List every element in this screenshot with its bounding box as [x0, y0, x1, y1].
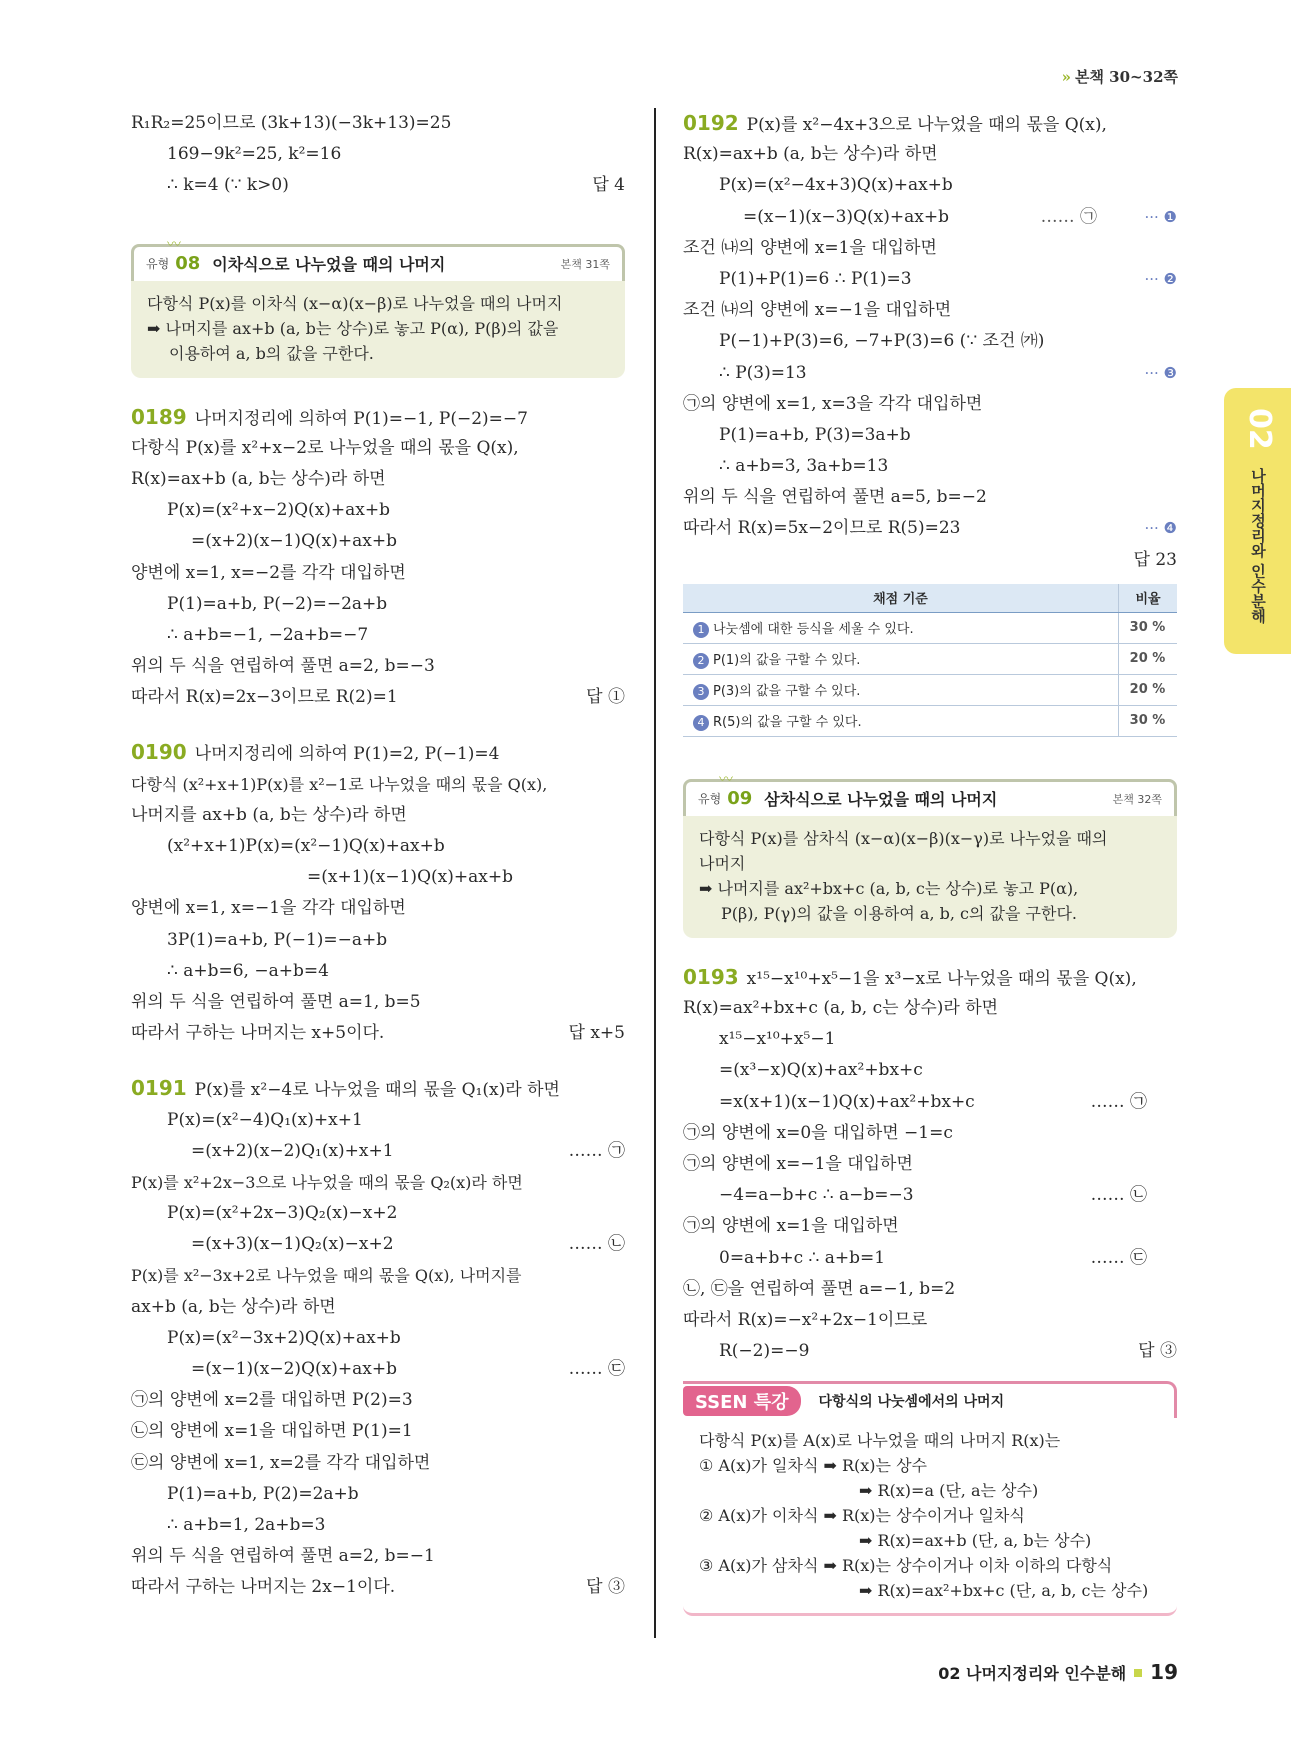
solution-text: =(x+2)(x−2)Q₁(x)+x+1: [191, 1140, 394, 1161]
grading-header-criteria: 채점 기준: [683, 584, 1119, 613]
solution-line: [683, 1087, 1177, 1118]
solution-line: x¹⁵−x¹⁰+x⁵−1: [719, 1029, 836, 1050]
solution-line: 다항식 (x²+x+1)P(x)를 x²−1로 나누었을 때의 몫을 Q(x),: [131, 774, 548, 794]
solution-line: [683, 1180, 1177, 1211]
solution-line: P(x)=(x²+2x−3)Q₂(x)−x+2: [167, 1203, 398, 1224]
type-reference: 본책 32쪽: [1112, 792, 1162, 806]
ssen-body: [683, 1418, 1177, 1616]
problem-0193-first-line: [683, 962, 1177, 993]
solution-line: 따라서 R(x)=−x²+2x−1이므로: [683, 1309, 928, 1330]
type-body: [131, 281, 625, 378]
answer-label: 답 ①: [586, 687, 625, 708]
grading-cell: [683, 674, 1119, 705]
grading-cell: [683, 705, 1119, 736]
solution-line: ∴ a+b=1, 2a+b=3: [167, 1514, 326, 1535]
footer-chapter: 02 나머지정리와 인수분해: [938, 1664, 1127, 1683]
solution-line: 위의 두 식을 연립하여 풀면 a=2, b=−1: [131, 1546, 435, 1567]
ssen-line: 다항식 P(x)를 A(x)로 나누었을 때의 나머지 R(x)는: [699, 1431, 1061, 1451]
solution-line: =(x³−x)Q(x)+ax²+bx+c: [719, 1060, 923, 1081]
problem-0190-first-line: [131, 737, 625, 768]
answer-line: [683, 545, 1177, 576]
solution-line: [131, 1136, 625, 1167]
grading-table: [683, 584, 1177, 737]
solution-line: =(x+1)(x−1)Q(x)+ax+b: [307, 867, 513, 888]
step-number-icon: 1: [693, 622, 709, 638]
solution-line: [683, 513, 1177, 544]
step-mark: ··· ❶: [1144, 207, 1177, 226]
table-row: [683, 643, 1177, 674]
solution-line: ∴ a+b=−1, −2a+b=−7: [167, 624, 369, 645]
solution-line: 위의 두 식을 연립하여 풀면 a=2, b=−3: [131, 656, 435, 677]
type-number: 09: [727, 788, 753, 810]
type-title: 삼차식으로 나누었을 때의 나머지: [764, 790, 998, 810]
step-mark: ··· ❹: [1144, 519, 1177, 538]
ssen-line: ③ A(x)가 삼차식 ➡ R(x)는 상수이거나 이차 이하의 다항식: [699, 1556, 1113, 1576]
grading-criteria-text: P(1)의 값을 구할 수 있다.: [713, 652, 861, 668]
solution-line: ㉢의 양변에 x=1, x=2를 각각 대입하면: [131, 1452, 431, 1473]
type-tag: 유형: [146, 257, 170, 272]
solution-line: 양변에 x=1, x=−1을 각각 대입하면: [131, 898, 406, 919]
ssen-line: ② A(x)가 이차식 ➡ R(x)는 상수이거나 일차식: [699, 1506, 1025, 1526]
solution-line: [683, 358, 1177, 389]
equation-tag: …… ㉠: [1040, 206, 1097, 227]
solution-text: =x(x+1)(x−1)Q(x)+ax²+bx+c: [719, 1091, 975, 1112]
solution-text: P(1)+P(1)=6 ∴ P(1)=3: [719, 268, 912, 289]
solution-text: x¹⁵−x¹⁰+x⁵−1을 x³−x로 나누었을 때의 몫을 Q(x),: [746, 968, 1137, 989]
grading-header-ratio: 비율: [1119, 584, 1178, 613]
grading-criteria-text: 나눗셈에 대한 등식을 세울 수 있다.: [713, 621, 914, 637]
solution-line: 조건 ㈏의 양변에 x=−1을 대입하면: [683, 300, 952, 321]
solution-line: P(x)=(x²−4x+3)Q(x)+ax+b: [719, 175, 953, 196]
type-line: ➡ 나머지를 ax+b (a, b는 상수)로 놓고 P(α), P(β)의 값을: [147, 318, 559, 338]
solution-line: 위의 두 식을 연립하여 풀면 a=5, b=−2: [683, 487, 987, 508]
solution-line: ax+b (a, b는 상수)라 하면: [131, 1296, 336, 1317]
problem-number: 0193: [683, 964, 739, 989]
solution-text: P(x)를 x²−4x+3으로 나누었을 때의 몫을 Q(x),: [746, 115, 1107, 135]
page-number: 19: [1150, 1660, 1178, 1684]
solution-text: 따라서 R(x)=2x−3이므로 R(2)=1: [131, 687, 398, 708]
solution-line: P(1)=a+b, P(−2)=−2a+b: [167, 593, 388, 614]
solution-text: ∴ k=4 (∵ k>0): [167, 175, 289, 196]
grading-criteria-text: R(5)의 값을 구할 수 있다.: [713, 714, 862, 730]
solution-line: ㉠의 양변에 x=−1을 대입하면: [683, 1153, 913, 1174]
solution-line: [131, 170, 625, 201]
solution-text: 따라서 R(x)=5x−2이므로 R(5)=23: [683, 518, 961, 539]
book-page-reference: [1062, 66, 1178, 87]
grading-cell: [683, 643, 1119, 674]
grading-criteria-text: P(3)의 값을 구할 수 있다.: [713, 683, 861, 699]
solution-line: [131, 682, 625, 713]
ssen-line: ① A(x)가 일차식 ➡ R(x)는 상수: [699, 1456, 927, 1476]
type-line: ➡ 나머지를 ax²+bx+c (a, b, c는 상수)로 놓고 P(α),: [699, 878, 1079, 898]
solution-line: 조건 ㈏의 양변에 x=1을 대입하면: [683, 237, 937, 258]
grading-ratio: 30 %: [1119, 612, 1178, 643]
problem-number: 0192: [683, 111, 739, 135]
solution-line: [683, 264, 1177, 295]
grading-ratio: 30 %: [1119, 705, 1178, 736]
ssen-line: ➡ R(x)=ax²+bx+c (단, a, b, c는 상수): [859, 1581, 1149, 1601]
grading-header-row: [683, 584, 1177, 613]
equation-tag: …… ㉡: [568, 1234, 625, 1255]
chapter-label: 나머지정리와 인수분해: [1249, 468, 1267, 624]
chapter-number: 02: [1242, 408, 1277, 450]
type-line: 이용하여 a, b의 값을 구한다.: [169, 343, 374, 363]
solution-text: 나머지정리에 의하여 P(1)=−1, P(−2)=−7: [194, 408, 528, 429]
step-mark: ··· ❷: [1144, 269, 1177, 288]
solution-line: R(x)=ax+b (a, b는 상수)라 하면: [131, 468, 386, 489]
solution-line: [683, 1243, 1177, 1274]
solution-line: P(1)=a+b, P(2)=2a+b: [167, 1483, 359, 1504]
type-line: 다항식 P(x)를 삼차식 (x−α)(x−β)(x−γ)로 나누었을 때의: [699, 828, 1108, 848]
grading-cell: [683, 612, 1119, 643]
type-header: [131, 244, 625, 281]
type-08-box: [131, 236, 625, 378]
ssen-title: 다항식의 나눗셈에서의 나머지: [818, 1394, 1005, 1411]
equation-tag: …… ㉢: [568, 1359, 625, 1379]
type-header: [683, 779, 1177, 816]
solution-line: [683, 1336, 1177, 1367]
solution-line: R₁R₂=25이므로 (3k+13)(−3k+13)=25: [131, 113, 452, 133]
step-number-icon: 2: [693, 653, 709, 669]
table-row: [683, 705, 1177, 736]
type-reference: 본책 31쪽: [560, 257, 610, 271]
wave-decoration-icon: 〰: [719, 771, 733, 788]
solution-line: [131, 1018, 625, 1049]
solution-line: ㉡의 양변에 x=1을 대입하면 P(1)=1: [131, 1421, 413, 1442]
solution-line: (x²+x+1)P(x)=(x²−1)Q(x)+ax+b: [167, 836, 445, 856]
solution-line: 양변에 x=1, x=−2를 각각 대입하면: [131, 562, 406, 583]
solution-line: 169−9k²=25, k²=16: [167, 144, 342, 165]
double-chevron-icon: »: [1061, 68, 1071, 86]
ssen-header: [683, 1381, 1177, 1418]
type-line: 나머지: [699, 853, 746, 873]
solution-line: P(−1)+P(3)=6, −7+P(3)=6 (∵ 조건 ㈎): [719, 331, 1045, 352]
problem-number: 0189: [131, 404, 187, 429]
solution-text: 나머지정리에 의하여 P(1)=2, P(−1)=4: [194, 744, 500, 765]
ssen-lecture-box: [683, 1381, 1177, 1616]
type-number: 08: [175, 253, 201, 275]
left-column: [131, 108, 625, 1604]
chapter-side-tab: [1224, 388, 1291, 654]
equation-tag: …… ㉠: [1090, 1091, 1147, 1112]
solution-text: 따라서 구하는 나머지는 x+5이다.: [131, 1023, 385, 1044]
problem-0192-first-line: [683, 108, 1177, 139]
problem-0189-first-line: [131, 402, 625, 433]
type-line: P(β), P(γ)의 값을 이용하여 a, b, c의 값을 구한다.: [721, 903, 1078, 923]
answer-label: 답 ③: [1138, 1341, 1177, 1362]
grading-ratio: 20 %: [1119, 643, 1178, 674]
step-number-icon: 4: [693, 715, 709, 731]
solution-text: 0=a+b+c ∴ a+b=1: [719, 1247, 886, 1268]
right-column: [683, 108, 1177, 1616]
solution-text: −4=a−b+c ∴ a−b=−3: [719, 1185, 914, 1206]
type-09-box: [683, 771, 1177, 938]
wave-decoration-icon: 〰: [167, 236, 181, 253]
equation-tag: …… ㉡: [1090, 1185, 1147, 1206]
solution-line: P(x)를 x²+2x−3으로 나누었을 때의 몫을 Q₂(x)라 하면: [131, 1172, 523, 1192]
table-row: [683, 612, 1177, 643]
square-bullet-icon: [1134, 1669, 1142, 1677]
type-tag: 유형: [698, 792, 722, 807]
solution-line: ㉠의 양변에 x=0을 대입하면 −1=c: [683, 1122, 953, 1143]
solution-line: ㉡, ㉢을 연립하여 풀면 a=−1, b=2: [683, 1278, 956, 1299]
step-number-icon: 3: [693, 684, 709, 700]
problem-0191-first-line: [131, 1073, 625, 1104]
solution-line: P(x)를 x²−3x+2로 나누었을 때의 몫을 Q(x), 나머지를: [131, 1266, 522, 1286]
solution-line: [131, 1354, 625, 1385]
solution-text: ∴ P(3)=13: [719, 362, 807, 383]
grading-ratio: 20 %: [1119, 674, 1178, 705]
ssen-line: ➡ R(x)=a (단, a는 상수): [859, 1481, 1039, 1501]
solution-line: 위의 두 식을 연립하여 풀면 a=1, b=5: [131, 991, 421, 1012]
problem-number: 0190: [131, 740, 187, 765]
solution-line: ㉠의 양변에 x=1, x=3을 각각 대입하면: [683, 393, 983, 414]
solution-line: 나머지를 ax+b (a, b는 상수)라 하면: [131, 804, 407, 825]
equation-tag: …… ㉠: [568, 1140, 625, 1161]
ssen-badge: SSEN 특강: [683, 1386, 801, 1416]
equation-tag: …… ㉢: [1090, 1247, 1147, 1268]
solution-text: =(x−1)(x−2)Q(x)+ax+b: [191, 1359, 397, 1379]
table-row: [683, 674, 1177, 705]
answer-label: 답 x+5: [568, 1023, 625, 1044]
reference-text: 본책 30~32쪽: [1074, 68, 1178, 86]
solution-line: ∴ a+b=3, 3a+b=13: [719, 456, 889, 477]
solution-line: R(x)=ax+b (a, b는 상수)라 하면: [683, 144, 938, 165]
solution-line: P(1)=a+b, P(3)=3a+b: [719, 424, 911, 445]
solution-text: R(−2)=−9: [719, 1341, 810, 1362]
solution-line: [131, 1572, 625, 1603]
solution-line: ㉠의 양변에 x=1을 대입하면: [683, 1216, 899, 1237]
solution-line: R(x)=ax²+bx+c (a, b, c는 상수)라 하면: [683, 998, 999, 1018]
answer-label: 답 23: [1133, 549, 1177, 570]
solution-text: P(x)를 x²−4로 나누었을 때의 몫을 Q₁(x)라 하면: [194, 1080, 560, 1101]
solution-line: P(x)=(x²−4)Q₁(x)+x+1: [167, 1109, 363, 1130]
solution-line: 3P(1)=a+b, P(−1)=−a+b: [167, 929, 388, 950]
type-title: 이차식으로 나누었을 때의 나머지: [212, 255, 446, 275]
problem-number: 0191: [131, 1076, 187, 1101]
solution-text: =(x+3)(x−1)Q₂(x)−x+2: [191, 1234, 394, 1255]
solution-text: 따라서 구하는 나머지는 2x−1이다.: [131, 1577, 396, 1598]
solution-line: ㉠의 양변에 x=2를 대입하면 P(2)=3: [131, 1390, 413, 1411]
solution-line: =(x+2)(x−1)Q(x)+ax+b: [191, 531, 397, 552]
column-divider: [654, 108, 656, 1638]
solution-line: ∴ a+b=6, −a+b=4: [167, 960, 329, 981]
type-line: 다항식 P(x)를 이차식 (x−α)(x−β)로 나누었을 때의 나머지: [147, 293, 563, 313]
answer-label: 답 4: [592, 175, 625, 196]
step-mark: ··· ❸: [1144, 363, 1177, 382]
solution-line: [683, 202, 1177, 233]
solution-line: [131, 1229, 625, 1260]
solution-line: 다항식 P(x)를 x²+x−2로 나누었을 때의 몫을 Q(x),: [131, 437, 519, 458]
solution-line: P(x)=(x²+x−2)Q(x)+ax+b: [167, 500, 390, 521]
ssen-line: ➡ R(x)=ax+b (단, a, b는 상수): [859, 1531, 1092, 1551]
solution-text: =(x−1)(x−3)Q(x)+ax+b: [743, 206, 949, 227]
page-footer: [938, 1660, 1178, 1684]
answer-label: 답 ③: [586, 1577, 625, 1598]
type-body: [683, 816, 1177, 938]
solution-line: P(x)=(x²−3x+2)Q(x)+ax+b: [167, 1327, 401, 1348]
